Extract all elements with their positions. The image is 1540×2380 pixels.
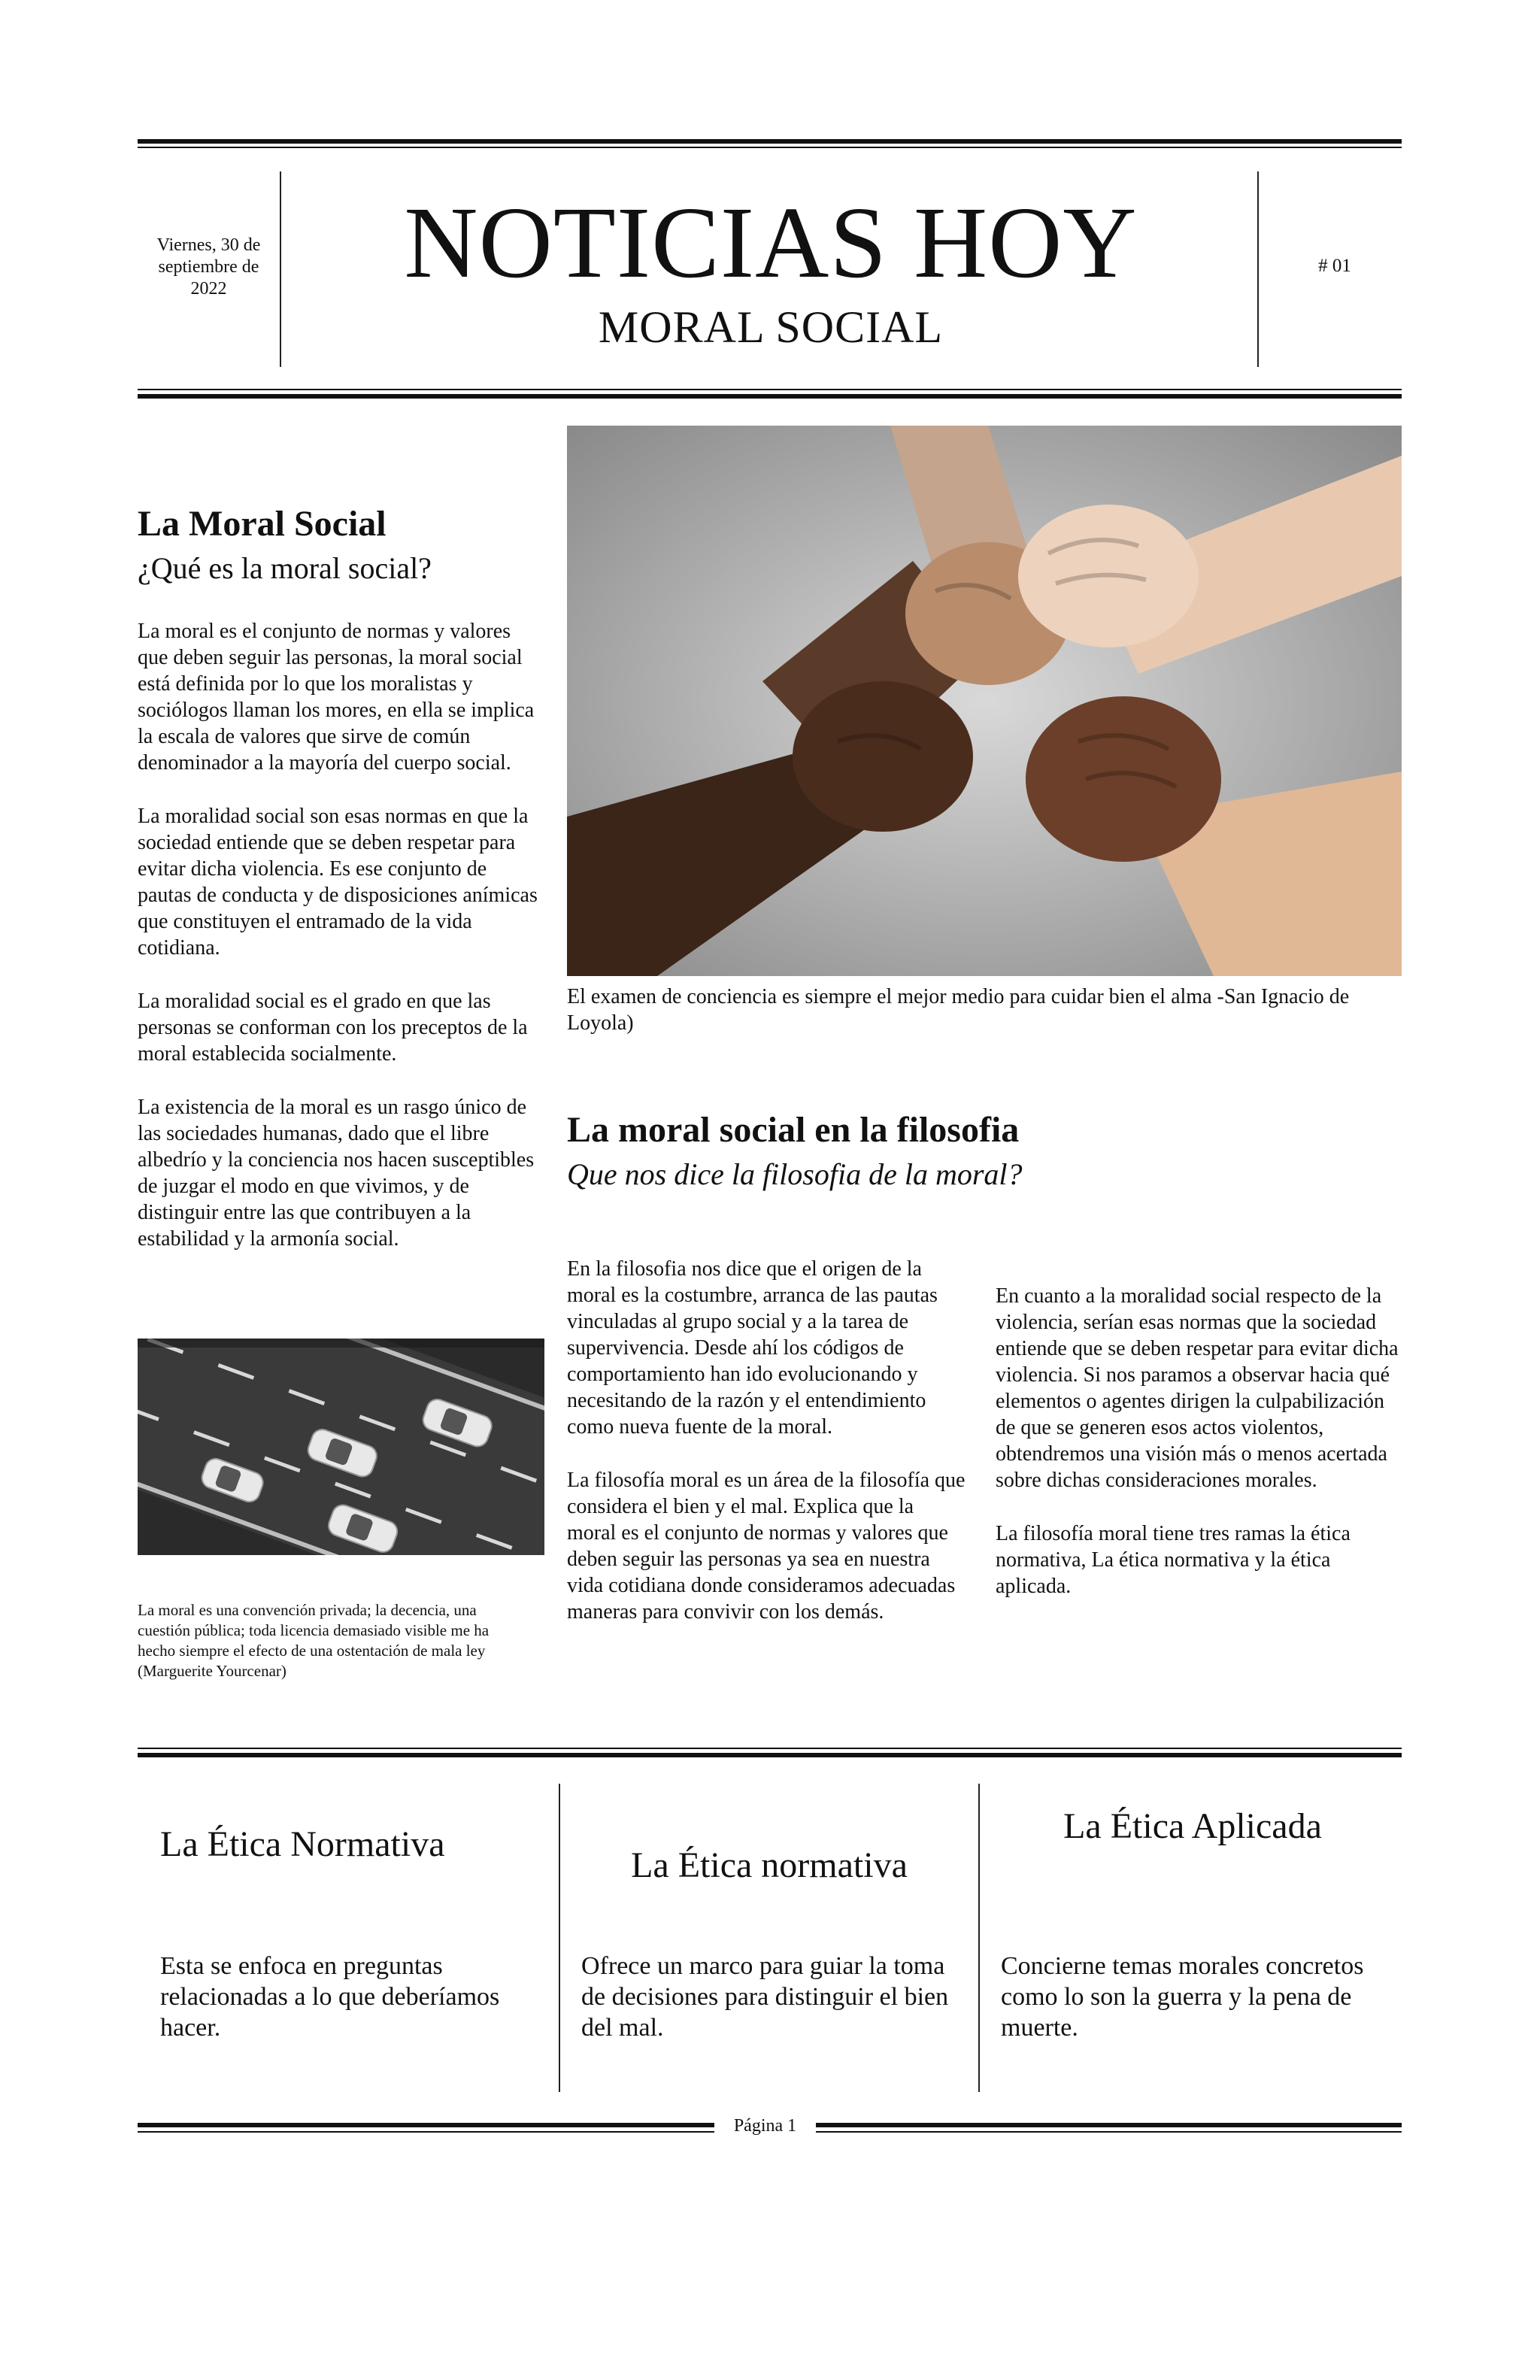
left-paragraph: La moral es el conjunto de normas y valores que deben seguir las personas, la moral social está definida por lo que los moralistas y sociólogos llaman los mores, en ella se implica la escala de valores que sirve de común denominador a la mayoría del cuerpo social. bbox=[138, 620, 535, 775]
bottom-box-1-title: La Ética Normativa bbox=[160, 1824, 445, 1864]
philosophy-paragraph: En cuanto a la moralidad social respecto de la violencia, serían esas normas que la sociedad entiende que se deben respetar para evitar dicha violencia. Si nos paramos a observar hacia qué elementos o agentes dirigen la culpabilización de que se generen esos actos violentos, obtendremos una visión más o menos acertada sobre dichas consideraciones morales. bbox=[996, 1284, 1399, 1492]
masthead-bottom-rule bbox=[138, 394, 1402, 399]
left-article-title: La Moral Social bbox=[138, 504, 387, 544]
philosophy-paragraph: La filosofía moral tiene tres ramas la ética normativa, La ética normativa y la ética aplicada. bbox=[996, 1522, 1351, 1598]
philosophy-paragraph: La filosofía moral es un área de la filosofía que considera el bien y el mal. Explica que la moral es el conjunto de normas y valores que deben seguir las personas ya sea en nuestra vida cotidiana donde consideramos adecuadas maneras para convivir con los demás. bbox=[567, 1469, 966, 1624]
masthead-subtitle: MORAL SOCIAL bbox=[598, 302, 944, 352]
bottom-top-rule bbox=[138, 1753, 1402, 1757]
joined-hands-photo bbox=[567, 426, 1402, 976]
hero-photo-caption: El examen de conciencia es siempre el mejor medio para cuidar bien el alma -San Ignacio de Loyola) bbox=[567, 985, 1350, 1035]
bottom-box-3-title: La Ética Aplicada bbox=[1063, 1806, 1322, 1846]
bottom-divider-1 bbox=[559, 1784, 560, 2092]
masthead-divider-right bbox=[1257, 171, 1259, 367]
highway-cars-illustration bbox=[138, 1339, 544, 1555]
masthead-title: NOTICIAS HOY bbox=[404, 186, 1138, 299]
masthead-top-rule bbox=[138, 139, 1402, 144]
bottom-box-2-body: Ofrece un marco para guiar la toma de decisiones para distinguir el bien del mal. bbox=[581, 1952, 949, 2042]
masthead-date: Viernes, 30 de septiembre de 2022 bbox=[156, 235, 261, 299]
left-paragraph: La existencia de la moral es un rasgo único de las sociedades humanas, dado que el libre albedrío y la conciencia nos hacen susceptibles de juzgar el modo en que vivimos, y de distinguir entre las que contribuyen a la estabilidad y la armonía social. bbox=[138, 1096, 535, 1251]
bottom-box-1-body: Esta se enfoca en preguntas relacionadas a lo que deberíamos hacer. bbox=[160, 1952, 500, 2042]
left-article-body bbox=[138, 618, 544, 1279]
issue-number: # 01 bbox=[1318, 256, 1351, 276]
bottom-divider-2 bbox=[978, 1784, 980, 2092]
joined-hands-illustration bbox=[567, 426, 1402, 976]
philosophy-column-2 bbox=[996, 1283, 1402, 1627]
philosophy-column-1 bbox=[567, 1256, 966, 1652]
bottom-top-rule-thin bbox=[138, 1748, 1402, 1749]
bottom-box-2-title: La Ética normativa bbox=[631, 1845, 908, 1885]
masthead-divider-left bbox=[280, 171, 281, 367]
masthead-bottom-rule-thin bbox=[138, 389, 1402, 390]
page-number: Página 1 bbox=[714, 2116, 816, 2136]
masthead-top-rule-thin bbox=[138, 147, 1402, 148]
left-paragraph: La moralidad social son esas normas en que la sociedad entiende que se deben respetar para evitar dicha violencia. Es ese conjunto de pautas de conducta y de disposiciones anímicas que constituyen el entramado de la vida cotidiana. bbox=[138, 805, 538, 960]
left-paragraph: La moralidad social es el grado en que las personas se conforman con los preceptos de la moral establecida socialmente. bbox=[138, 990, 528, 1066]
highway-cars-photo bbox=[138, 1339, 544, 1555]
road-photo-caption: La moral es una convención privada; la decencia, una cuestión pública; toda licencia demasiado visible me ha hecho siempre el efecto de una ostentación de mala ley (Marguerite Yourcenar) bbox=[138, 1601, 490, 1680]
philosophy-subtitle: Que nos dice la filosofia de la moral? bbox=[567, 1157, 1023, 1191]
left-article-subtitle: ¿Qué es la moral social? bbox=[138, 551, 432, 585]
bottom-box-3-body: Concierne temas morales concretos como lo son la guerra y la pena de muerte. bbox=[1001, 1952, 1364, 2042]
philosophy-title: La moral social en la filosofia bbox=[567, 1110, 1020, 1150]
philosophy-paragraph: En la filosofia nos dice que el origen de la moral es la costumbre, arranca de las pautas vinculadas al grupo social y a la tarea de supervivencia. Desde ahí los códigos de comportamiento han ido evolucionando y necesitando de la razón y el entendimiento como nueva fuente de la moral. bbox=[567, 1257, 938, 1439]
